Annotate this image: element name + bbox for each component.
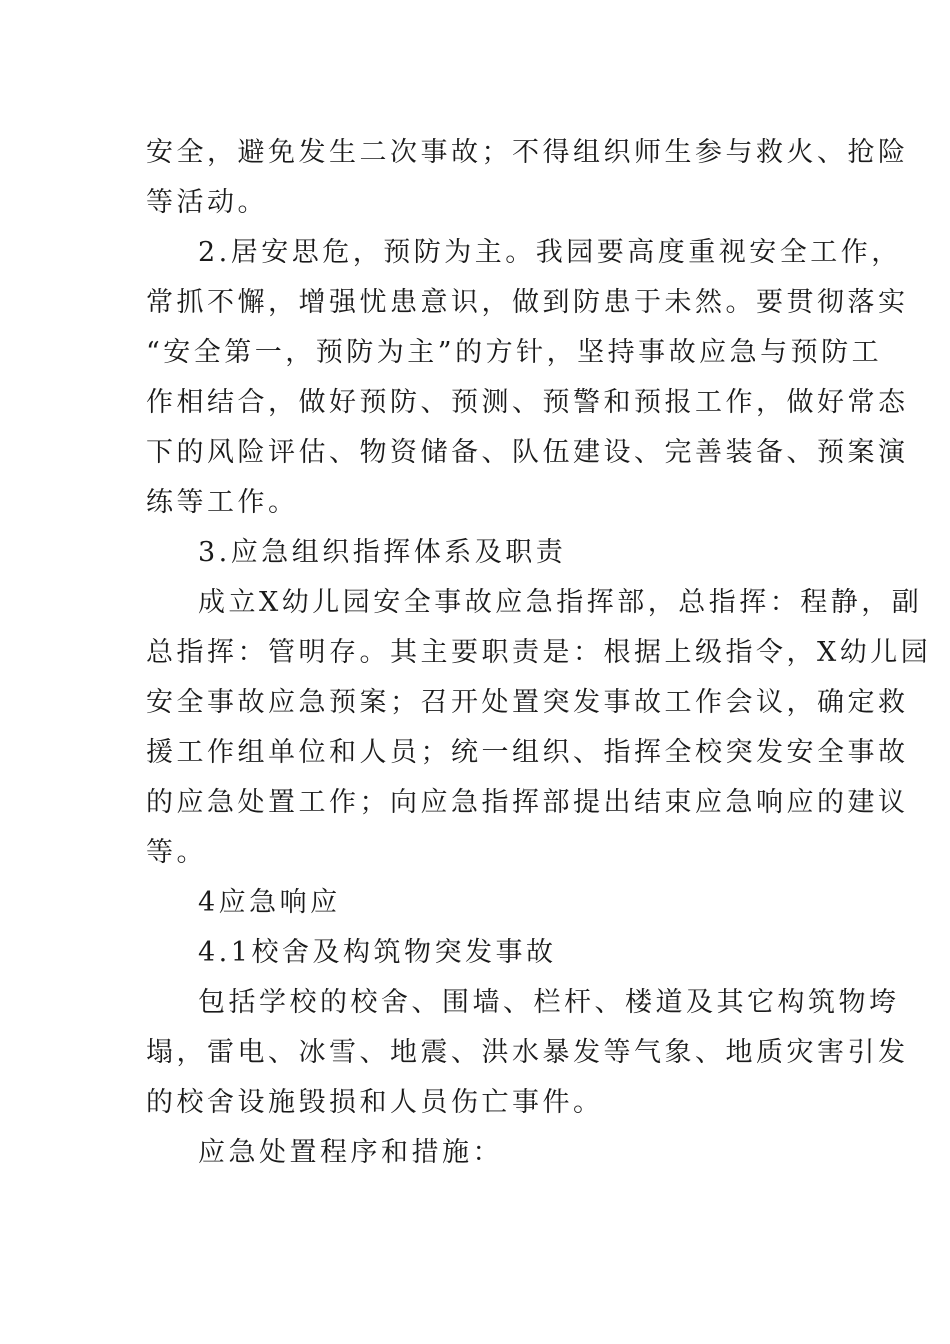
body-text-line: 的应急处置工作；向应急指挥部提出结束应急响应的建议	[146, 787, 909, 818]
body-text-line: 常抓不懈，增强忧患意识，做到防患于未然。要贯彻落实	[146, 287, 909, 318]
body-text-line: 应急处置程序和措施：	[198, 1137, 503, 1168]
body-text-line: 包括学校的校舍、围墙、栏杆、楼道及其它构筑物垮	[198, 987, 900, 1018]
body-text-line: 援工作组单位和人员；统一组织、指挥全校突发安全事故	[146, 737, 909, 768]
body-text-line: 等活动。	[146, 187, 268, 218]
body-text-line: 练等工作。	[146, 487, 299, 518]
paragraph-heading-2: 2.居安思危，预防为主。我园要高度重视安全工作，	[198, 237, 902, 268]
body-text-line: 作相结合，做好预防、预测、预警和预报工作，做好常态	[146, 387, 909, 418]
section-heading-3: 3.应急组织指挥体系及职责	[198, 537, 567, 568]
body-text-line: 的校舍设施毁损和人员伤亡事件。	[146, 1087, 604, 1118]
body-text-line: 安全事故应急预案；召开处置突发事故工作会议，确定救	[146, 687, 909, 718]
body-text-line: 总指挥：管明存。其主要职责是：根据上级指令，X幼儿园	[146, 637, 932, 668]
body-text-line: 安全，避免发生二次事故；不得组织师生参与救火、抢险	[146, 137, 909, 168]
body-text-line: 下的风险评估、物资储备、队伍建设、完善装备、预案演	[146, 437, 909, 468]
body-text-line: 等。	[146, 837, 207, 868]
section-heading-4: 4应急响应	[198, 887, 341, 918]
body-text-line: 成立X幼儿园安全事故应急指挥部，总指挥：程静，副	[198, 587, 923, 618]
body-text-line: 塌，雷电、冰雪、地震、洪水暴发等气象、地质灾害引发	[146, 1037, 909, 1068]
subsection-heading-4-1: 4.1校舍及构筑物突发事故	[198, 937, 557, 968]
body-text-line: “安全第一，预防为主”的方针，坚持事故应急与预防工	[146, 337, 883, 368]
